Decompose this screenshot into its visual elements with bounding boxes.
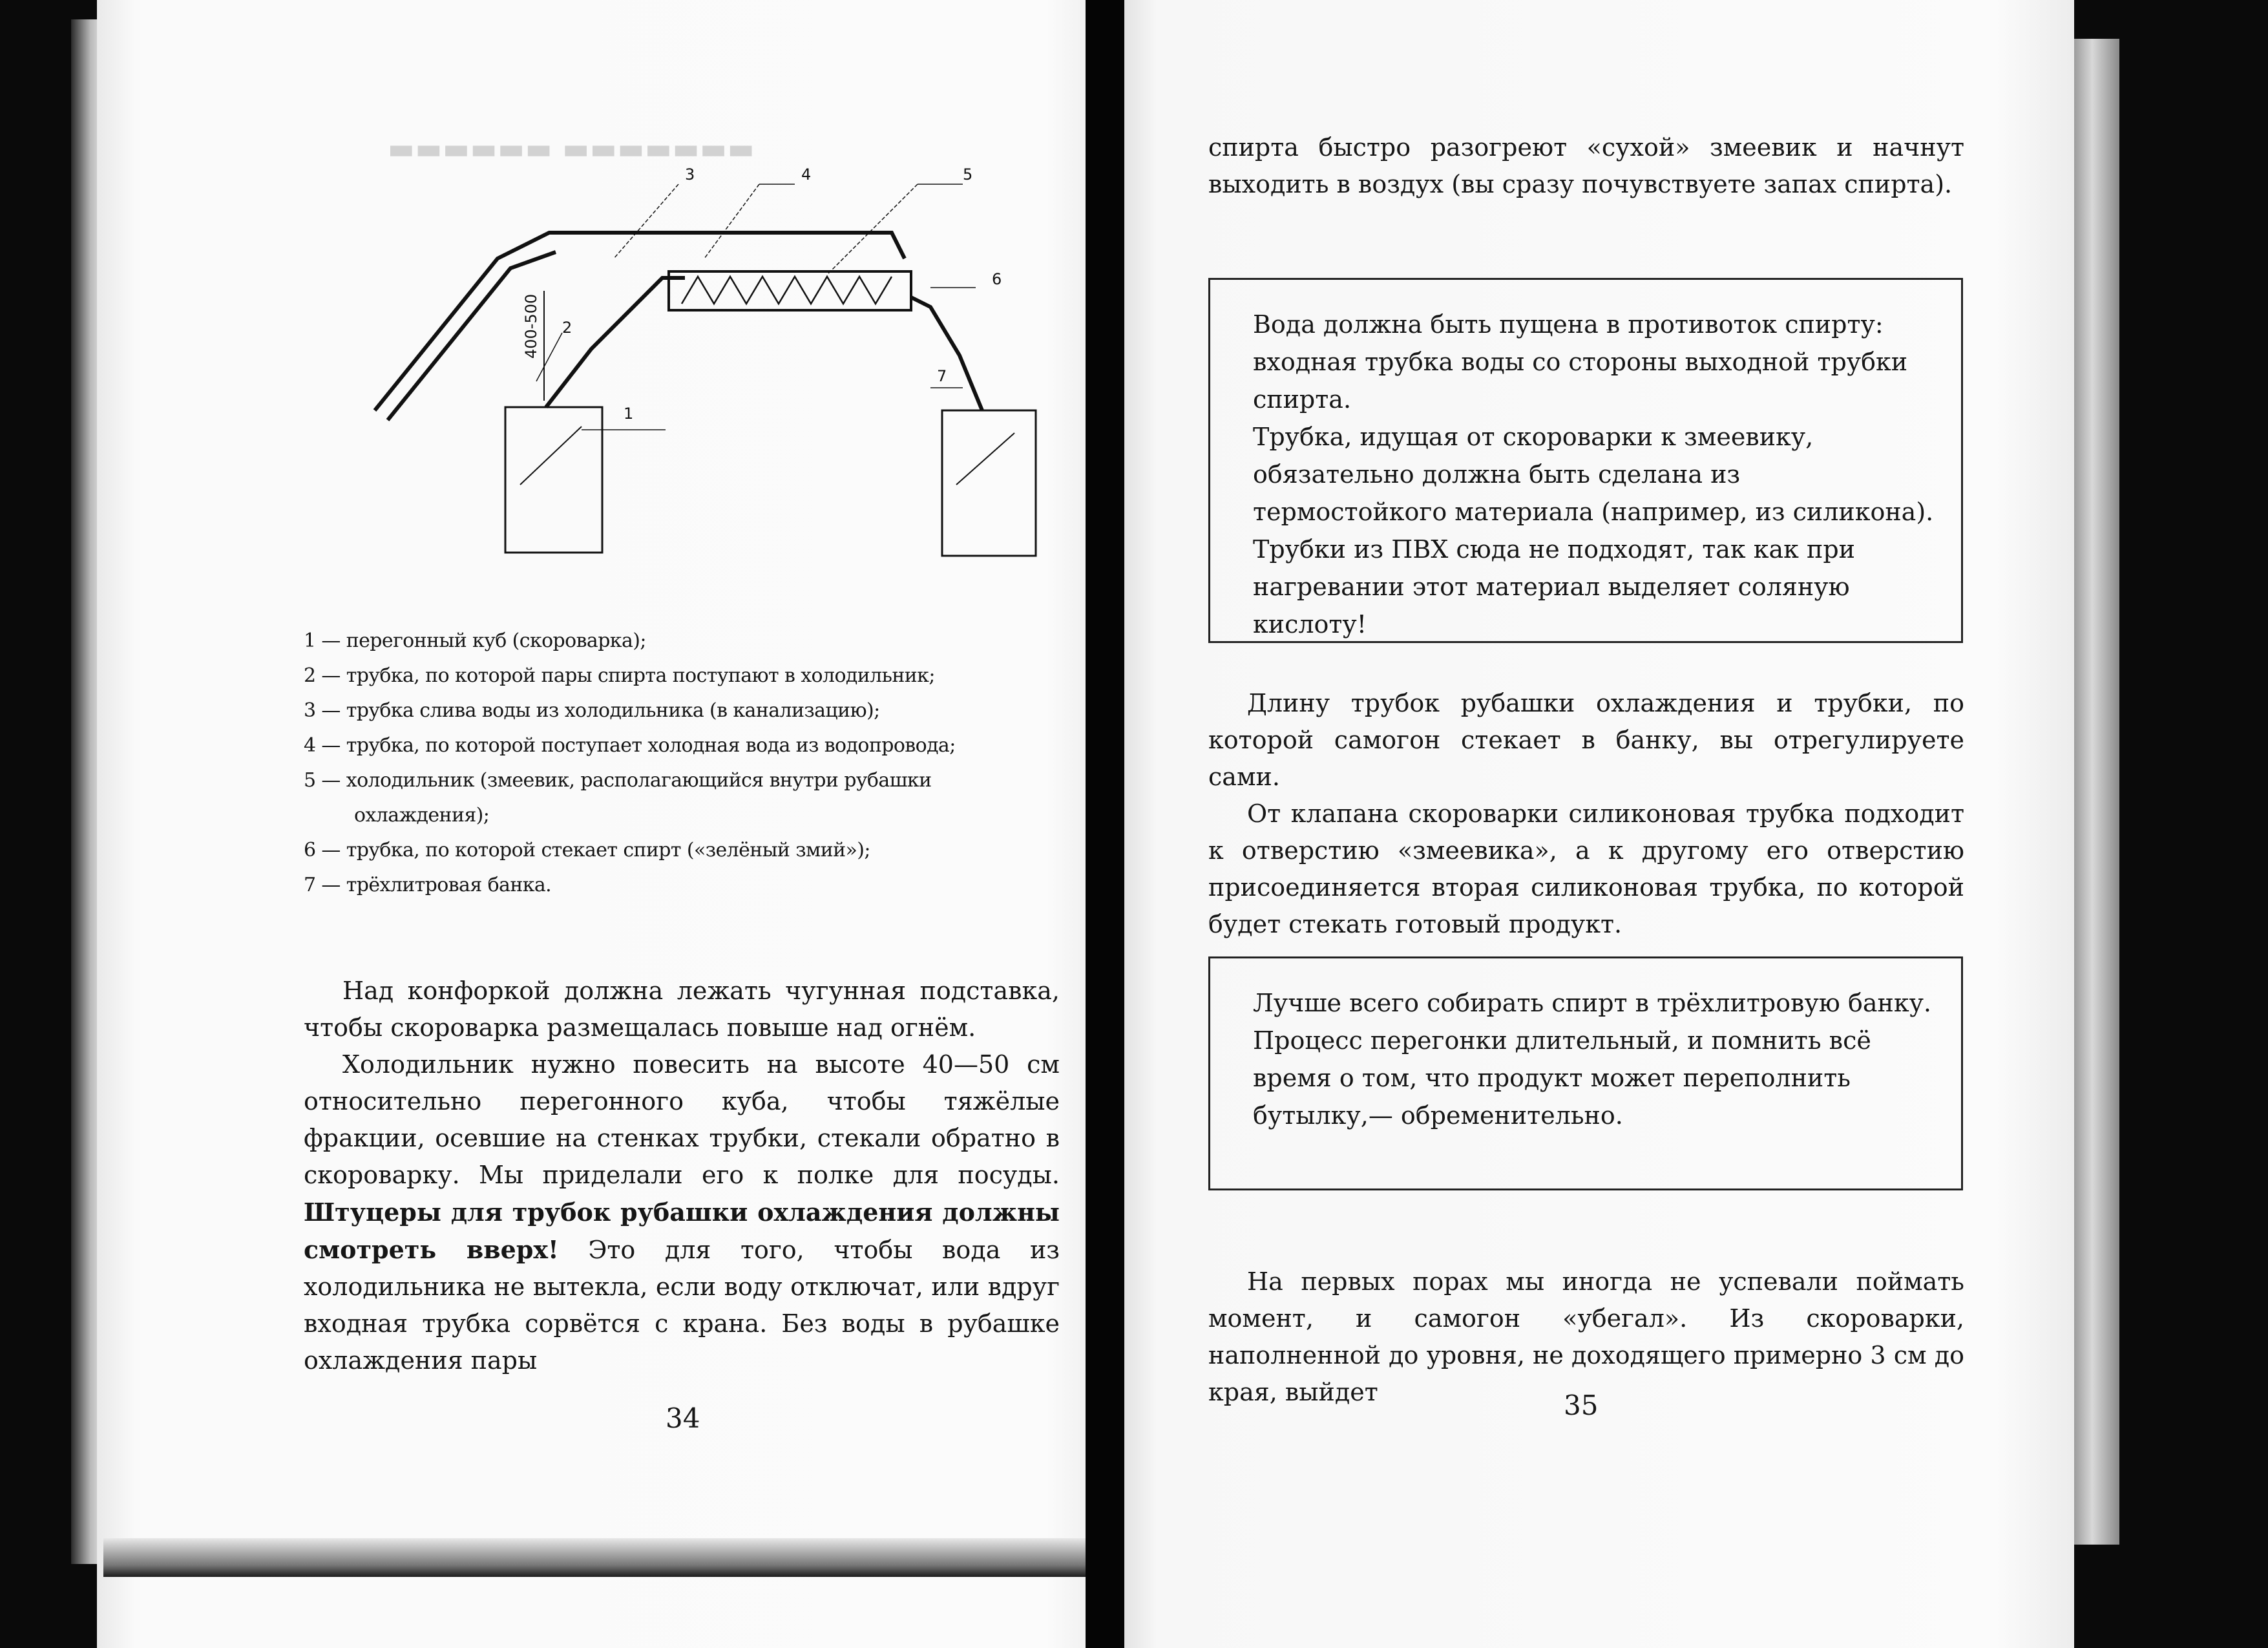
diagram-label-6: 6 xyxy=(992,270,1002,288)
diagram-label-1: 1 xyxy=(624,405,634,423)
leader-2 xyxy=(536,333,562,381)
right-page-top-text xyxy=(1208,129,1964,203)
leader-5 xyxy=(827,184,918,275)
legend-item: 7 — трёхлитровая банка. xyxy=(304,874,552,896)
page-number-left: 34 xyxy=(666,1402,700,1434)
legend-item-continuation: охлаждения); xyxy=(354,804,490,827)
diagram-label-7: 7 xyxy=(937,367,947,385)
leader-3 xyxy=(614,184,678,259)
diagram-label-2: 2 xyxy=(562,319,572,337)
diagram-label-5: 5 xyxy=(963,165,973,184)
note-counterflow: Вода должна быть пущена в противоток спирту: входная трубка воды со стороны выходной трубки спирта. xyxy=(1253,310,1908,414)
paragraph-stand: Над конфоркой должна лежать чугунная подставка, чтобы скороварка размещалась повыше над огнём. xyxy=(304,977,1060,1042)
pot-hatch xyxy=(520,427,582,485)
distillation-diagram xyxy=(278,162,1079,575)
legend-item: 6 — трубка, по которой стекает спирт («зелёный змий»); xyxy=(304,839,870,861)
distillation-pot xyxy=(505,407,602,553)
diagram-label-3: 3 xyxy=(685,165,695,184)
legend-item: 2 — трубка, по которой пары спирта поступают в холодильник; xyxy=(304,664,935,687)
book-edge-right xyxy=(2074,39,2119,1545)
condenser xyxy=(669,271,911,310)
legend-item: 1 — перегонный куб (скороварка); xyxy=(304,629,646,652)
paragraph-tube-length: Длину трубок рубашки охлаждения и трубки, по которой самогон стекает в банку, вы отрегулируете сами. xyxy=(1208,689,1964,791)
paragraph-first-times: На первых порах мы иногда не успевали поймать момент, и самогон «убегал». Из скороварки, наполненной до уровня, не доходящего примерно 3 см до края, выйдет xyxy=(1208,1267,1964,1406)
diagram-legend xyxy=(304,624,1079,903)
right-page-bottom-text xyxy=(1208,1263,1964,1411)
bleed-through-text: ▬▬▬▬▬▬ ▬▬▬▬▬▬▬ xyxy=(388,132,755,165)
vapor-tube xyxy=(546,278,685,407)
paragraph-continued: спирта быстро разогреют «сухой» змеевик и начнут выходить в воздух (вы сразу почувствуете запах спирта). xyxy=(1208,133,1964,198)
left-page-body xyxy=(304,973,1060,1379)
diagram-label-4: 4 xyxy=(801,165,812,184)
paragraph-condenser xyxy=(304,1046,1060,1379)
note-heat-resistant: Трубка, идущая от скороварки к змеевику, обязательно должна быть сделана из термостойкого материала (например, из силикона). Трубки из ПВХ сюда не подходят, так как при нагревании этот материал выделяет соляную кислоту! xyxy=(1253,423,1934,639)
leader-4 xyxy=(704,184,759,259)
right-page-middle-text xyxy=(1208,685,1964,943)
note-box-jar xyxy=(1208,956,1963,1190)
three-liter-jar xyxy=(942,410,1036,556)
legend-item: 3 — трубка слива воды из холодильника (в канализацию); xyxy=(304,699,880,722)
paragraph-text: Холодильник нужно повесить на высоте 40—50 см относительно перегонного куба, чтобы тяжёлые фракции, осевшие на стенках трубки, стекали обратно в скороварку. Мы приделали его к полке для посуды. xyxy=(304,1050,1060,1189)
spirit-outlet-tube xyxy=(911,297,982,410)
note-jar: Лучше всего собирать спирт в трёхлитровую банку. Процесс перегонки длительный, и помнить всё время о том, что продукт может переполнить бутылку,— обременительно. xyxy=(1253,989,1932,1130)
legend-item: 5 — холодильник (змеевик, располагающийся внутри рубашки xyxy=(304,769,932,792)
condenser-coil xyxy=(682,277,892,304)
page-number-right: 35 xyxy=(1564,1389,1599,1421)
legend-item: 4 — трубка, по которой поступает холодная вода из водопровода; xyxy=(304,734,956,757)
water-outlet-tube xyxy=(375,233,905,410)
paragraph-silicone-tube: От клапана скороварки силиконовая трубка подходит к отверстию «змеевика», а к другому его отверстию присоединяется вторая силиконовая трубка, по которой будет стекать готовый продукт. xyxy=(1208,799,1964,938)
height-mark-label: 400-500 xyxy=(522,293,540,359)
note-box-tubes xyxy=(1208,278,1963,643)
book-cover-bottom-edge xyxy=(103,1538,1086,1577)
jar-hatch xyxy=(956,433,1014,485)
bold-warning: Штуцеры для трубок рубашки охлаждения должны смотреть вверх! xyxy=(304,1198,1060,1264)
paragraph-text: Это для того, чтобы вода из холодильника не вытекла, если воду отключат, или вдруг входная трубка сорвётся с крана. Без воды в рубашке охлаждения пары xyxy=(304,1236,1060,1375)
